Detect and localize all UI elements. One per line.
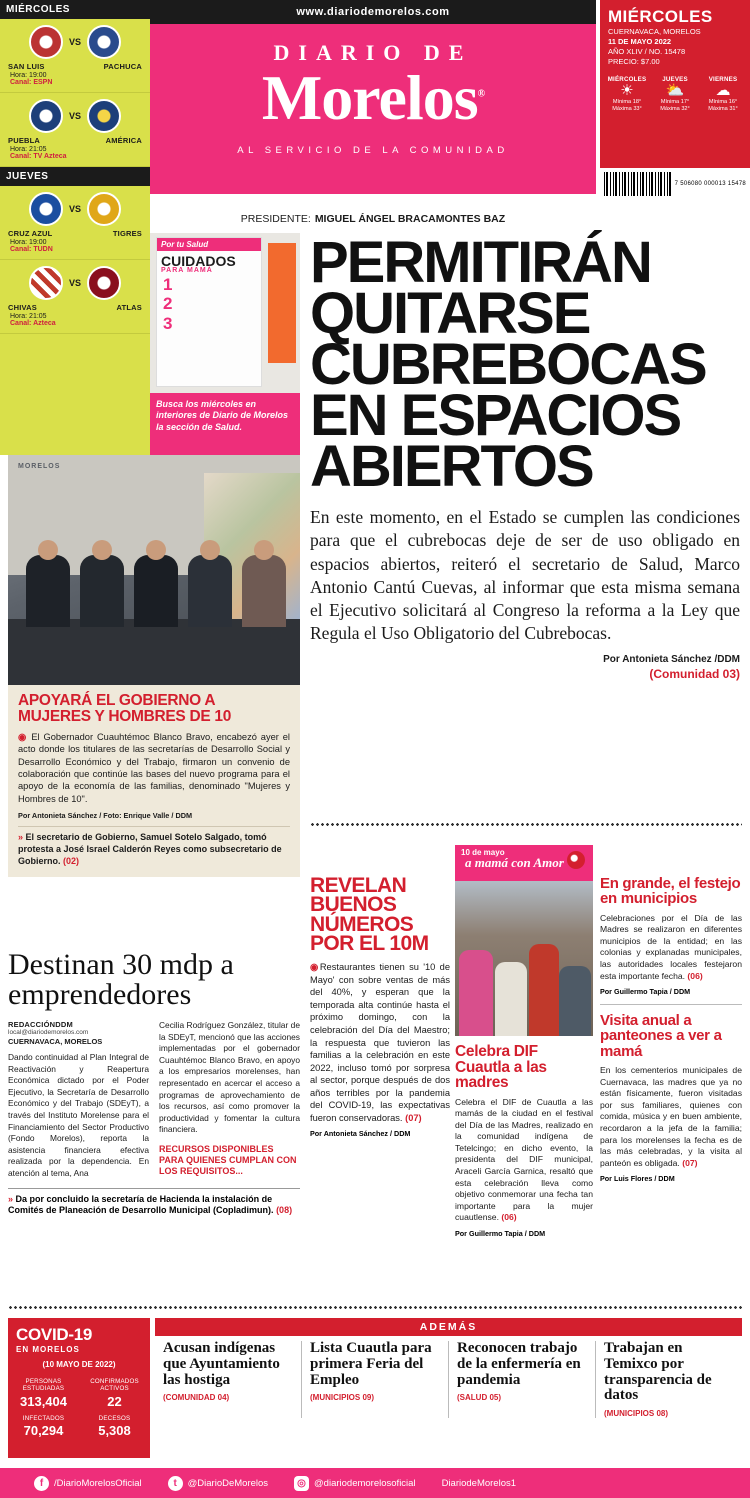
destinan-columns: [8, 1020, 300, 1180]
match-time: Hora: 21:05: [10, 313, 47, 320]
team-name-away: AMÉRICA: [105, 136, 142, 145]
ademas-item[interactable]: [449, 1341, 596, 1418]
match-logos: [4, 192, 146, 226]
president-line: [150, 207, 596, 231]
photo-story-note-text: El secretario de Gobierno, Samuel Sotelo Salgado, tomó protesta a José Israel Calderón Reyes como subsecretario de Gobierno.: [18, 832, 282, 866]
photo-person: [559, 966, 591, 1036]
promo-title-text: CUIDADOS: [161, 253, 236, 269]
match-teams: [4, 300, 146, 312]
vs-label: VS: [68, 278, 81, 288]
team-logo-home: [29, 99, 63, 133]
twitter-icon: t: [168, 1476, 183, 1491]
masthead-nameplate: [150, 24, 596, 194]
covid-stat-value: 70,294: [23, 1423, 64, 1439]
story-10m-body-text: Restaurantes tienen su '10 de Mayo' con sobre ventas de más del 40%, y esperan que la temporada alta continúe hasta el próximo domingo, con la celebración del Día del Maestro; la respuesta que tuvieron las familias a la celebración en este 2022, incluso tomó por sorpresa al sector, porque después de dos años terribles por la pandemia del COVID-19, las expectativas fueron conservadoras.: [310, 962, 450, 1123]
match-logos: [4, 99, 146, 133]
story-10m-body: [310, 961, 450, 1124]
covid-stat-label: PERSONAS ESTUDIADAS: [22, 1378, 65, 1393]
cloud-sun-icon: ⛅: [665, 81, 685, 99]
photo-story-caption[interactable]: [8, 685, 300, 877]
masthead-slogan: AL SERVICIO DE LA COMUNIDAD: [237, 144, 509, 156]
covid-stats-box: [8, 1318, 150, 1458]
promo-kicker: Por tu Salud: [157, 238, 261, 251]
photo-person: [188, 555, 232, 627]
facebook-icon: f: [34, 1476, 49, 1491]
mothers-day-banner-line1: 10 de mayo: [461, 848, 505, 857]
destinan-headline: Destinan 30 mdp a emprendedores: [8, 948, 234, 1011]
edition-price: PRECIO: $7.00: [608, 57, 660, 67]
match-teams: [4, 59, 146, 71]
match-logos: [4, 25, 146, 59]
instagram-icon: ◎: [294, 1476, 309, 1491]
forecast-min: Mínima 18°: [612, 99, 642, 105]
social-instagram[interactable]: [294, 1476, 416, 1491]
facebook-handle: /DiarioMorelosOficial: [54, 1477, 142, 1489]
ademas-headline: Reconocen trabajo de la enfermería en pandemia: [457, 1340, 581, 1388]
vs-label: VS: [68, 204, 81, 214]
photo-podium-logo: MORELOS: [18, 463, 61, 470]
match-channel: Canal: TV Azteca: [10, 153, 67, 160]
right-stories-column[interactable]: [600, 876, 742, 1183]
team-name-home: CRUZ AZUL: [8, 229, 53, 238]
forecast-day: [604, 76, 650, 114]
right-story-body: [600, 1065, 742, 1169]
covid-stat-value: 313,404: [20, 1393, 67, 1409]
divider-dots: [310, 822, 742, 827]
forecast-day: [652, 76, 698, 114]
promo-title: [157, 251, 261, 275]
ademas-ref: (MUNICIPIOS 09): [310, 1393, 375, 1403]
masthead-title-text: Morelos: [261, 62, 478, 133]
forecast-min: Mínima 16°: [708, 99, 738, 105]
right-story-ref: (07): [682, 1157, 698, 1168]
sports-rail: [0, 0, 150, 455]
youtube-handle: DiariodeMorelos1: [441, 1477, 517, 1489]
promo-number: 2: [163, 294, 173, 314]
photo-person: [80, 555, 124, 627]
destinan-footnote-ref: (08): [276, 1205, 293, 1216]
ademas-items: [155, 1341, 742, 1418]
photo-story-headline: APOYARÁ EL GOBIERNO A MUJERES Y HOMBRES DE 10: [18, 692, 232, 725]
team-name-home: CHIVAS: [8, 303, 37, 312]
social-youtube[interactable]: [442, 1478, 516, 1489]
match-channel: Canal: ESPN: [10, 79, 53, 86]
team-name-away: TIGRES: [112, 229, 142, 238]
magazine-cover: [156, 237, 262, 387]
edition-number: AÑO XLIV / NO. 15478: [608, 47, 686, 57]
twitter-handle: @DiarioDeMorelos: [187, 1477, 269, 1489]
match-item[interactable]: [0, 93, 150, 167]
destinan-dateline: CUERNAVACA, MORELOS: [8, 1037, 103, 1046]
ademas-item[interactable]: [155, 1341, 302, 1418]
destinan-credit: REDACCIÓNDDM: [8, 1020, 73, 1029]
right-story-headline: En grande, el festejo en municipios: [600, 875, 741, 908]
right-story-byline: Por Guillermo Tapia / DDM: [600, 987, 691, 997]
ademas-item[interactable]: [596, 1341, 742, 1418]
instagram-handle: @diariodemorelosoficial: [314, 1477, 416, 1489]
rose-icon: [567, 851, 585, 869]
masthead-overline: DIARIO DE: [273, 40, 473, 65]
covid-stat: [79, 1412, 150, 1441]
team-logo-away: [87, 99, 121, 133]
destinan-body-1: Dando continuidad al Plan Integral de Reactivación y Reapertura Económica dictado por el Poder Ejecutivo, la Secretaría de Desarrollo Económico y del Trabajo (SDEyT), a través del Instituto Morelense para el Financiamiento del Sector Productivo (Fondo Morelos), reporta la asistencia financiera efectiva realizada por la dependencia. En atención al tema, Ana: [8, 1052, 149, 1178]
team-name-home: PUEBLA: [8, 136, 41, 145]
photo-person: [459, 950, 493, 1036]
covid-stat-value: 22: [107, 1393, 122, 1409]
photo-person-head: [92, 540, 112, 560]
photo-person-head: [200, 540, 220, 560]
covid-stat-value: 5,308: [98, 1423, 131, 1439]
team-name-away: PACHUCA: [103, 62, 142, 71]
promo-number: 1: [163, 274, 173, 294]
covid-stat: [79, 1375, 150, 1412]
team-name-home: SAN LUIS: [8, 62, 45, 71]
lead-body: En este momento, en el Estado se cumplen las condiciones para que el cubrebocas deje de ser de uso obligado en espacios abiertos, reiteró el secretario de Salud, Marco Antonio Cantú Cuevas, al informar que esta misma semana el Ejecutivo solicitará al Congreso la reforma a la Ley que Regula el Uso Obligatorio del Cubrebocas.: [310, 507, 740, 644]
mothers-day-photo: [455, 881, 593, 1036]
covid-stat: [8, 1412, 79, 1441]
team-logo-away: [87, 25, 121, 59]
story-10m-headline: REVELAN BUENOS NÚMEROS POR EL 10M: [310, 874, 429, 955]
match-meta: [4, 145, 146, 160]
sun-icon: ☀: [620, 81, 634, 99]
promo-side-panel: [268, 243, 296, 363]
lead-story[interactable]: [310, 230, 740, 681]
edition-date: 11 DE MAYO 2022: [608, 37, 672, 47]
match-item[interactable]: [0, 19, 150, 93]
ademas-header: ADEMÁS: [155, 1318, 742, 1336]
covid-stat-label: CONFIRMADOS ACTIVOS: [90, 1378, 139, 1393]
covid-date: (10 MAYO DE 2022): [42, 1360, 116, 1369]
ademas-headline: Trabajan en Temixco por transparencia de datos: [604, 1340, 712, 1404]
team-logo-home: [29, 266, 63, 300]
lead-section-ref: (Comunidad 03): [649, 666, 740, 681]
match-time: Hora: 21:05: [10, 146, 47, 153]
ademas-headline: Acusan indígenas que Ayuntamiento las hostiga: [163, 1340, 280, 1388]
lead-headline: PERMITIRÁN QUITARSE CUBREBOCAS EN ESPACIOS ABIERTOS: [310, 230, 706, 500]
social-footer: [0, 1468, 750, 1498]
covid-stat-label: INFECTADOS: [22, 1414, 65, 1422]
match-channel: Canal: TUDN: [10, 246, 53, 253]
photo-story-note-ref: (02): [63, 855, 80, 866]
barcode: [600, 168, 750, 200]
ademas-ref: (MUNICIPIOS 08): [604, 1409, 669, 1418]
story-10m[interactable]: [310, 876, 450, 1138]
mothers-day-ref: (06): [501, 1212, 517, 1223]
ademas-ref: (COMUNIDAD 04): [163, 1393, 230, 1403]
mothers-day-body: [455, 1097, 593, 1225]
destinan-kicker: RECURSOS DISPONIBLES PARA QUIENES CUMPLAN CON LOS REQUISITOS...: [159, 1143, 297, 1176]
promo-number: 3: [163, 314, 173, 334]
destinan-column-1: [8, 1020, 149, 1180]
photo-table: [8, 619, 300, 685]
promo-subtitle: PARA MAMÁ: [161, 267, 213, 275]
match-item[interactable]: [0, 260, 150, 334]
arrow-icon: »: [8, 1193, 14, 1204]
covid-stat-label: DECESOS: [98, 1414, 131, 1422]
destinan-footnote-text: Da por concluido la secretaría de Hacienda la instalación de Comités de Planeación de Desarrollo Municipal (Copladimun).: [8, 1193, 274, 1216]
barcode-bars: [604, 172, 672, 196]
ademas-headline: Lista Cuautla para primera Feria del Empleo: [310, 1340, 432, 1388]
mothers-day-banner-line2: a mamá con Amor: [465, 855, 564, 870]
team-logo-away: [87, 266, 121, 300]
health-promo[interactable]: [150, 233, 300, 455]
right-story-body-text: En los cementerios municipales de Cuernavaca, las madres que ya no están físicamente, fueron visitadas por sus familiares, quienes con comida, música y en buen ambiente, recordaron a la jefa de la familia; para los morelenses la fecha es de las más celebradas, y la visita al panteón es obligada.: [600, 1065, 742, 1168]
destinan-footnote: [8, 1188, 300, 1217]
photo-person: [495, 962, 527, 1036]
rail-day-header: JUEVES: [0, 167, 150, 186]
photo-person: [242, 555, 286, 627]
social-twitter[interactable]: [168, 1476, 268, 1491]
photo-person: [134, 555, 178, 627]
photo-person-head: [146, 540, 166, 560]
weather-forecast: [600, 76, 750, 114]
covid-subtitle: EN MORELOS: [16, 1345, 80, 1354]
team-logo-away: [87, 192, 121, 226]
rail-day-header: MIÉRCOLES: [0, 0, 150, 19]
bullet-icon: ◉: [310, 962, 320, 973]
destinan-body-2: Cecilia Rodríguez González, titular de la SDEyT, mencionó que las acciones implementadas por el gobernador Cuauhtémoc Blanco Bravo, en apoyo a los empresarios morelenses, han representado en acercar el acceso a programas de aprovechamiento de los recursos, así como promover la productividad y fomentar la cultura financiera.: [159, 1020, 300, 1135]
mothers-day-banner: [455, 845, 593, 881]
promo-text: Busca los miércoles en interiores de Diario de Morelos la sección de Salud.: [150, 393, 300, 455]
vs-label: VS: [68, 111, 81, 121]
bullet-icon: ◉: [18, 731, 28, 742]
mothers-day-headline: Celebra DIF Cuautla a las madres: [455, 1043, 547, 1091]
forecast-max: Máxima 33°: [612, 106, 642, 113]
divider: [18, 826, 290, 827]
vs-label: VS: [68, 37, 81, 47]
match-meta: [4, 238, 146, 253]
president-label: PRESIDENTE:: [240, 213, 311, 225]
ademas-item[interactable]: [302, 1341, 449, 1418]
right-story-ref: (06): [687, 970, 703, 981]
ademas-ref: (SALUD 05): [457, 1393, 502, 1403]
covid-title: COVID-19: [16, 1325, 93, 1344]
match-channel: Canal: Azteca: [10, 320, 56, 327]
social-facebook[interactable]: [34, 1476, 142, 1491]
edition-weekday: MIÉRCOLES: [608, 7, 713, 26]
story-destinan[interactable]: [8, 950, 300, 1217]
team-logo-home: [29, 25, 63, 59]
photo-person-head: [38, 540, 58, 560]
promo-image: [150, 233, 300, 393]
match-time: Hora: 19:00: [10, 239, 47, 246]
photo-person-head: [254, 540, 274, 560]
website-url[interactable]: www.diariodemorelos.com: [150, 0, 596, 24]
story-10m-ref: (07): [405, 1112, 422, 1123]
masthead-title: [150, 62, 596, 133]
registered-mark: ®: [477, 88, 485, 100]
edition-city: CUERNAVACA, MORELOS: [608, 27, 701, 36]
barcode-digits: 7 506080 000013 15478: [674, 181, 746, 187]
right-story-body: [600, 913, 742, 983]
photo-person: [26, 555, 70, 627]
covid-stat: [8, 1375, 79, 1412]
forecast-day: [700, 76, 746, 114]
story-10m-byline: Por Antonieta Sánchez / DDM: [310, 1129, 411, 1139]
forecast-max: Máxima 31°: [708, 106, 738, 113]
photo-story-body: [18, 731, 290, 806]
team-logo-home: [29, 192, 63, 226]
forecast-day-label: JUEVES: [662, 75, 688, 83]
destinan-email: local@diariodemorelos.com: [8, 1029, 89, 1036]
match-meta: [4, 312, 146, 327]
photo-story-body-text: El Gobernador Cuauhtémoc Blanco Bravo, encabezó ayer el acto donde los titulares de las secretarías de Desarrollo Social y Desarrollo Económico y del Trabajo, firmaron un convenio de colaboración que continúe las bases del nuevo programa para el apoyo de la economía de las familias, denominado "Mujeres y Hombres de 10".: [18, 731, 290, 804]
match-item[interactable]: [0, 186, 150, 260]
match-teams: [4, 226, 146, 238]
forecast-day-label: MIÉRCOLES: [607, 75, 647, 83]
photo-story-note: [18, 832, 290, 867]
right-story-byline: Por Luis Flores / DDM: [600, 1174, 675, 1184]
match-meta: [4, 71, 146, 86]
cloud-icon: ☁: [715, 81, 731, 99]
president-name: MIGUEL ÁNGEL BRACAMONTES BAZ: [314, 213, 506, 225]
match-time: Hora: 19:00: [10, 72, 47, 79]
arrow-icon: »: [18, 832, 24, 843]
destinan-column-2: [159, 1020, 300, 1180]
match-teams: [4, 133, 146, 145]
forecast-min: Mínima 17°: [660, 99, 690, 105]
covid-stat-grid: [8, 1375, 150, 1441]
mothers-day-byline: Por Guillermo Tapia / DDM: [455, 1229, 546, 1239]
forecast-max: Máxima 32°: [660, 106, 690, 113]
team-name-away: ATLAS: [116, 303, 142, 312]
right-story-body-text: Celebraciones por el Día de las Madres se realizaron en diferentes municipios de la entidad; en las colonias y explanadas municipales, las autoridades locales festejaron esta importante fecha.: [600, 912, 742, 981]
divider-dots: [8, 1305, 742, 1310]
story-mothers-day[interactable]: [455, 845, 593, 1238]
photo-story-byline: Por Antonieta Sánchez / Foto: Enrique Valle / DDM: [18, 811, 193, 821]
photo-government-meeting: [8, 455, 300, 685]
mothers-day-body-text: Celebra el DIF de Cuautla a las mamás de la ciudad en el festival del Día de las Madres, realizado en la comunidad indígena de Tetelcingo; en dicho evento, la presidenta del DIF municipal, Araceli García Garnica, resaltó que esta celebración lleva como objetivo conmemorar una fecha tan importante para la mujer cuautlense.: [455, 1096, 593, 1223]
photo-person: [529, 944, 559, 1036]
divider: [600, 1004, 742, 1005]
right-story-headline: Visita anual a panteones a ver a mamá: [600, 1012, 722, 1060]
forecast-day-label: VIERNES: [708, 75, 738, 83]
match-logos: [4, 266, 146, 300]
lead-byline: Por Antonieta Sánchez /DDM: [603, 653, 740, 665]
